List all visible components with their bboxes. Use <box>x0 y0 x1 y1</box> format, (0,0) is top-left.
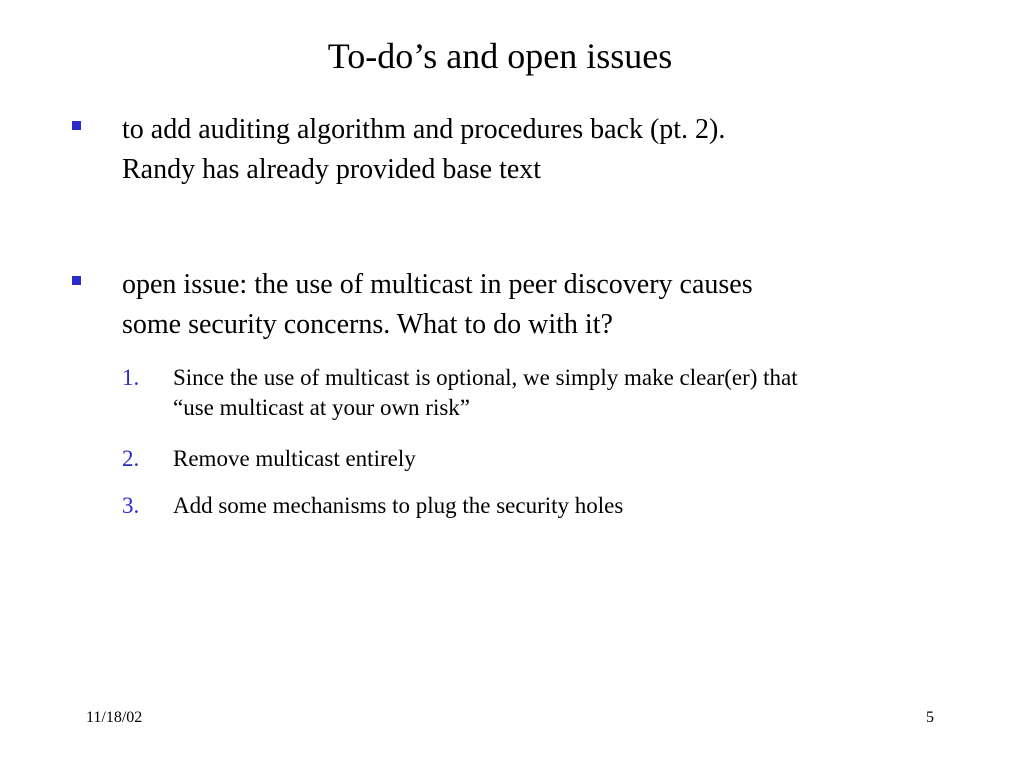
item-text <box>173 363 963 423</box>
item-line: “use multicast at your own risk” <box>173 395 471 420</box>
item-number: 2. <box>122 446 140 471</box>
bullet-line: to add auditing algorithm and procedures back (pt. 2). <box>122 114 726 145</box>
item-line: Since the use of multicast is optional, we simply make clear(er) that <box>173 365 798 390</box>
footer-date: 11/18/02 <box>86 709 143 726</box>
item-text <box>173 491 963 521</box>
item-text <box>173 444 963 474</box>
bullet-text <box>122 110 952 190</box>
square-bullet-icon <box>72 121 81 130</box>
bullet-line: Randy has already provided base text <box>122 154 542 185</box>
item-number: 1. <box>122 365 140 390</box>
square-bullet-icon <box>72 276 81 285</box>
slide-title: To-do’s and open issues <box>327 36 673 76</box>
bullet-text <box>122 265 952 345</box>
item-line: Add some mechanisms to plug the security holes <box>173 493 624 518</box>
item-number: 3. <box>122 493 140 518</box>
item-line: Remove multicast entirely <box>173 446 416 471</box>
bullet-line: some security concerns. What to do with it? <box>122 309 613 340</box>
bullet-line: open issue: the use of multicast in peer discovery causes <box>122 269 753 300</box>
page-number: 5 <box>926 709 934 726</box>
